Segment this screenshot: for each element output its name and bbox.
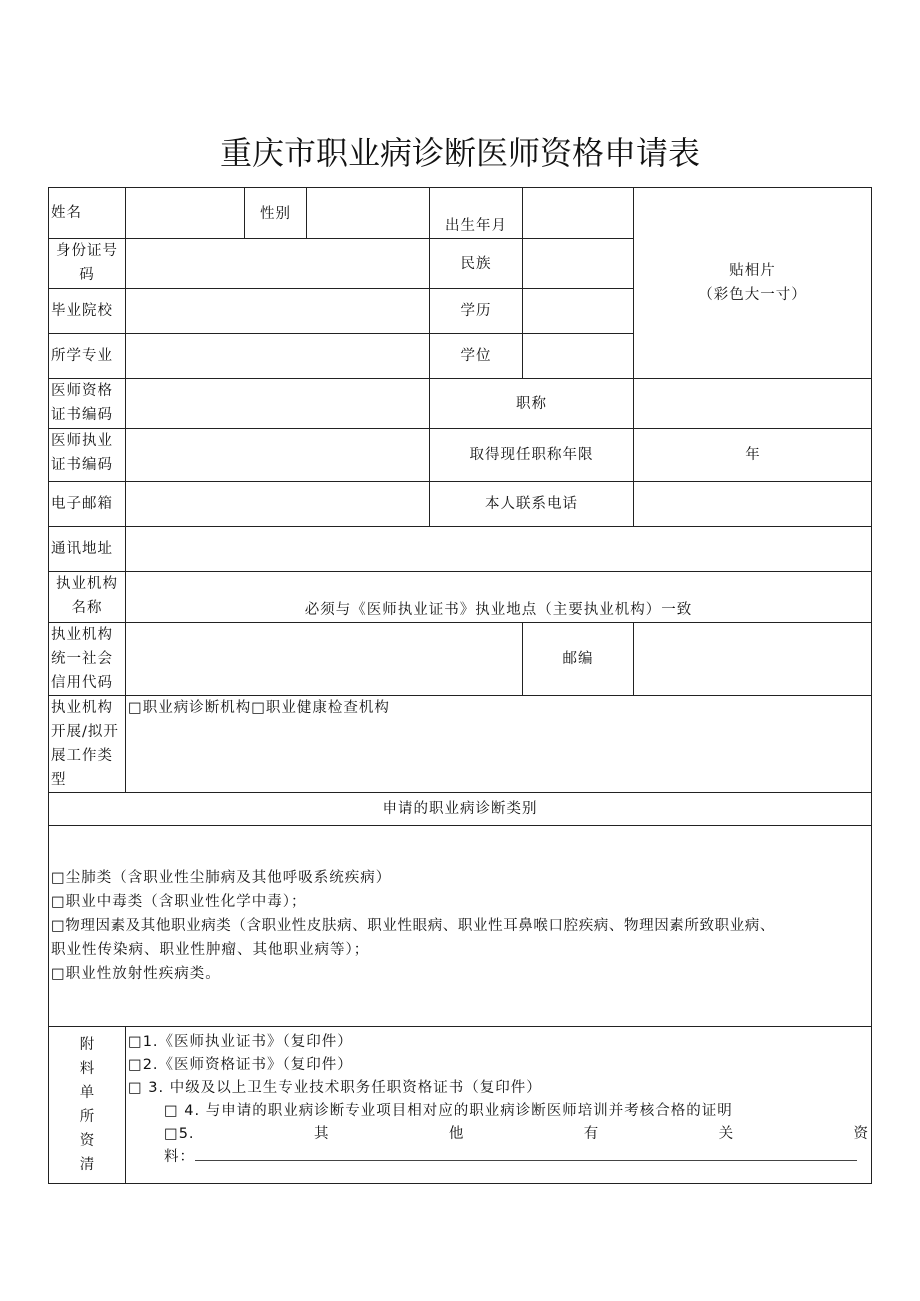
address-label: 通讯地址 <box>49 527 126 572</box>
photo-box[interactable] <box>634 188 872 379</box>
qualification-cert-label: 医师资格 证书编码 <box>49 379 126 429</box>
photo-label: 贴相片 <box>729 263 776 279</box>
attachment-item-4[interactable]: □ 4. 与申请的职业病诊断专业项目相对应的职业病诊断医师培训并考核合格的证明 <box>164 1103 733 1119</box>
attachment-item-1[interactable]: □1.《医师执业证书》（复印件） <box>128 1034 353 1050</box>
form-title: 重庆市职业病诊断医师资格申请表 <box>219 134 700 172</box>
credit-code-input[interactable] <box>126 623 523 696</box>
org-name-note: 必须与《医师执业证书》执业地点（主要执业机构）一致 <box>304 602 693 618</box>
category-poisoning[interactable]: □职业中毒类（含职业性化学中毒）； <box>51 894 307 910</box>
address-input[interactable] <box>126 527 872 572</box>
qualification-cert-input[interactable] <box>126 379 430 429</box>
attachment-item-5-tail: 料： <box>128 1146 869 1169</box>
credit-code-label: 执业机构 统一社会 信用代码 <box>49 623 126 696</box>
degree-label: 学位 <box>430 334 523 379</box>
work-type-checkboxes[interactable]: □职业病诊断机构□职业健康检查机构 <box>128 700 390 716</box>
birth-label: 出生年月 <box>430 188 523 239</box>
title-years-label: 取得现任职称年限 <box>430 429 634 482</box>
work-type-label: 执业机构 开展/拟开 展工作类 型 <box>49 696 126 793</box>
category-options[interactable] <box>49 826 872 1027</box>
photo-size-note: （彩色大一寸） <box>698 287 807 303</box>
education-input[interactable] <box>523 289 634 334</box>
title-years-input[interactable] <box>634 429 872 482</box>
gender-input[interactable] <box>307 188 430 239</box>
category-physical-factors-cont: 职业性传染病、职业性肿瘤、其他职业病等）； <box>51 942 370 958</box>
phone-label: 本人联系电话 <box>430 482 634 527</box>
ethnicity-input[interactable] <box>523 239 634 289</box>
name-label: 姓名 <box>49 188 126 239</box>
practice-cert-label: 医师执业 证书编码 <box>49 429 126 482</box>
email-label: 电子邮箱 <box>49 482 126 527</box>
id-number-input[interactable] <box>126 239 430 289</box>
attachments-label: 附 料 单 所 资 清 <box>49 1027 126 1184</box>
category-header: 申请的职业病诊断类别 <box>49 793 872 826</box>
education-label: 学历 <box>430 289 523 334</box>
school-label: 毕业院校 <box>49 289 126 334</box>
category-radiation[interactable]: □职业性放射性疾病类。 <box>51 966 221 982</box>
ethnicity-label: 民族 <box>430 239 523 289</box>
major-input[interactable] <box>126 334 430 379</box>
years-unit: 年 <box>745 447 760 463</box>
org-name-label: 执业机构 名称 <box>49 572 126 623</box>
postcode-input[interactable] <box>634 623 872 696</box>
birth-input[interactable] <box>523 188 634 239</box>
category-physical-factors[interactable]: □物理因素及其他职业病类（含职业性皮肤病、职业性眼病、职业性耳鼻喉口腔疾病、物理因素所致职业病、 <box>51 918 775 934</box>
id-number-label: 身份证号 码 <box>49 239 126 289</box>
professional-title-label: 职称 <box>430 379 634 429</box>
gender-label: 性别 <box>245 188 307 239</box>
other-materials-line[interactable] <box>195 1148 857 1161</box>
major-label: 所学专业 <box>49 334 126 379</box>
application-form-table <box>48 187 872 1184</box>
practice-cert-input[interactable] <box>126 429 430 482</box>
attachment-item-3[interactable]: □ 3. 中级及以上卫生专业技术职务任职资格证书（复印件） <box>128 1080 542 1096</box>
postcode-label: 邮编 <box>523 623 634 696</box>
work-type-options[interactable] <box>126 696 872 793</box>
degree-input[interactable] <box>523 334 634 379</box>
school-input[interactable] <box>126 289 430 334</box>
category-pneumoconiosis[interactable]: □尘肺类（含职业性尘肺病及其他呼吸系统疾病） <box>51 870 392 886</box>
email-input[interactable] <box>126 482 430 527</box>
attachment-item-2[interactable]: □2.《医师资格证书》（复印件） <box>128 1057 353 1073</box>
org-name-input[interactable] <box>126 572 872 623</box>
attachment-item-5[interactable]: □5. 其 他 有 关 资 <box>164 1126 869 1142</box>
professional-title-input[interactable] <box>634 379 872 429</box>
name-input[interactable] <box>126 188 245 239</box>
phone-input[interactable] <box>634 482 872 527</box>
attachments-list <box>126 1027 872 1184</box>
